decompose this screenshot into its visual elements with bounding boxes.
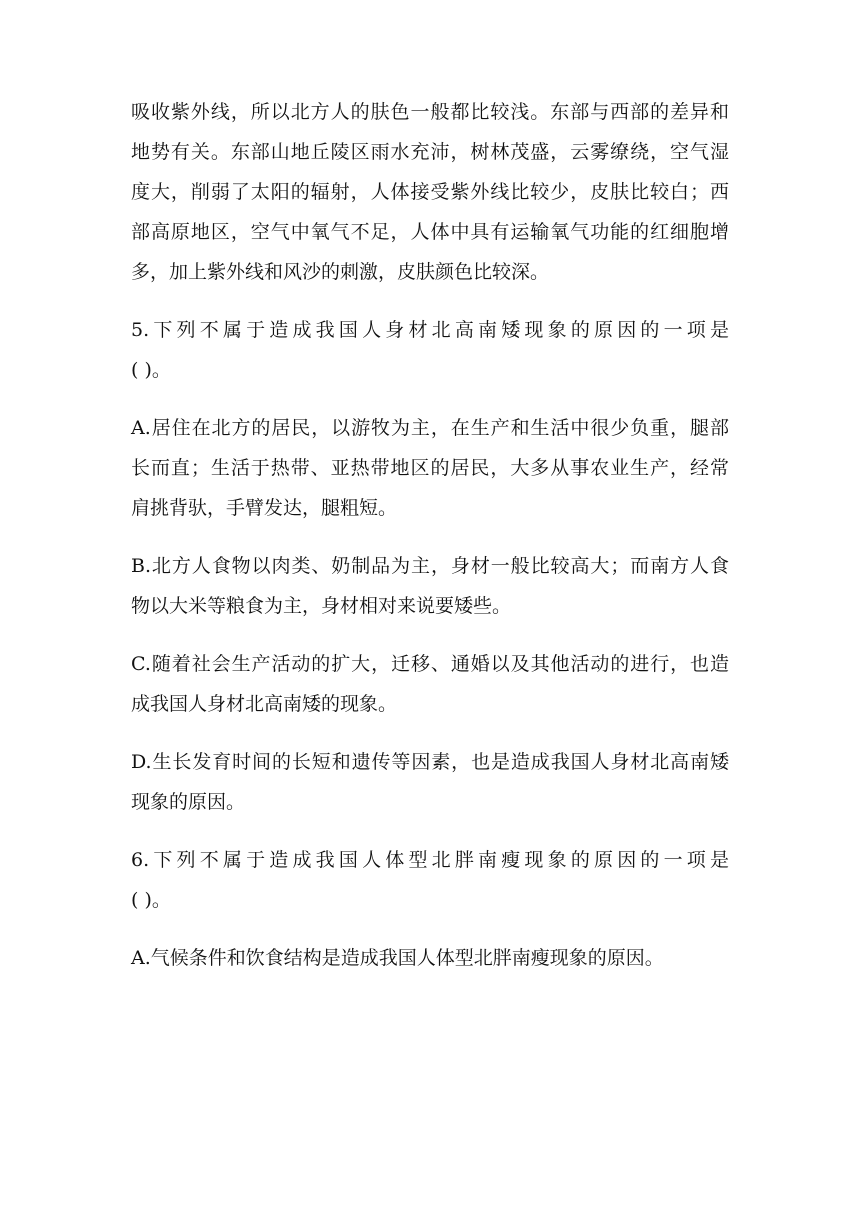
text-line: 吸收紫外线，所以北方人的肤色一般都比较浅。东部与西部的差异和 <box>131 101 729 123</box>
text-line: A.气候条件和饮食结构是造成我国人体型北胖南瘦现象的原因。 <box>131 947 664 969</box>
option-a <box>131 938 729 978</box>
text-line: 成我国人身材北高南矮的现象。 <box>131 693 398 715</box>
text-line: A.居住在北方的居民，以游牧为主，在生产和生活中很少负重，腿部 <box>131 417 729 439</box>
text-line: 多，加上紫外线和风沙的刺激，皮肤颜色比较深。 <box>131 261 550 283</box>
text-line: 肩挑背驮，手臂发达，腿粗短。 <box>131 497 398 519</box>
text-line: 长而直；生活于热带、亚热带地区的居民，大多从事农业生产，经常 <box>131 457 729 479</box>
text-line: 度大，削弱了太阳的辐射，人体接受紫外线比较少，皮肤比较白；西 <box>131 181 729 203</box>
text-line: 现象的原因。 <box>131 791 246 813</box>
option-d <box>131 742 729 822</box>
answer-blank: ( )。 <box>131 889 171 911</box>
option-b <box>131 546 729 626</box>
question-5 <box>131 310 729 390</box>
text-line: C.随着社会生产活动的扩大，迁移、通婚以及其他活动的进行，也造 <box>131 653 729 675</box>
text-line: D.生长发育时间的长短和遗传等因素，也是造成我国人身材北高南矮 <box>131 751 729 773</box>
text-line: B.北方人食物以肉类、奶制品为主，身材一般比较高大；而南方人食 <box>131 555 729 577</box>
paragraph-intro-continued <box>131 92 729 292</box>
question-stem: 5.下列不属于造成我国人身材北高南矮现象的原因的一项是 <box>131 319 729 341</box>
text-line: 物以大米等粮食为主，身材相对来说要矮些。 <box>131 595 512 617</box>
text-line: 部高原地区，空气中氧气不足，人体中具有运输氧气功能的红细胞增 <box>131 221 729 243</box>
answer-blank: ( )。 <box>131 359 171 381</box>
option-c <box>131 644 729 724</box>
document-page <box>131 92 729 996</box>
question-stem: 6.下列不属于造成我国人体型北胖南瘦现象的原因的一项是 <box>131 849 729 871</box>
question-6 <box>131 840 729 920</box>
option-a <box>131 408 729 528</box>
text-line: 地势有关。东部山地丘陵区雨水充沛，树林茂盛，云雾缭绕，空气湿 <box>131 141 729 163</box>
